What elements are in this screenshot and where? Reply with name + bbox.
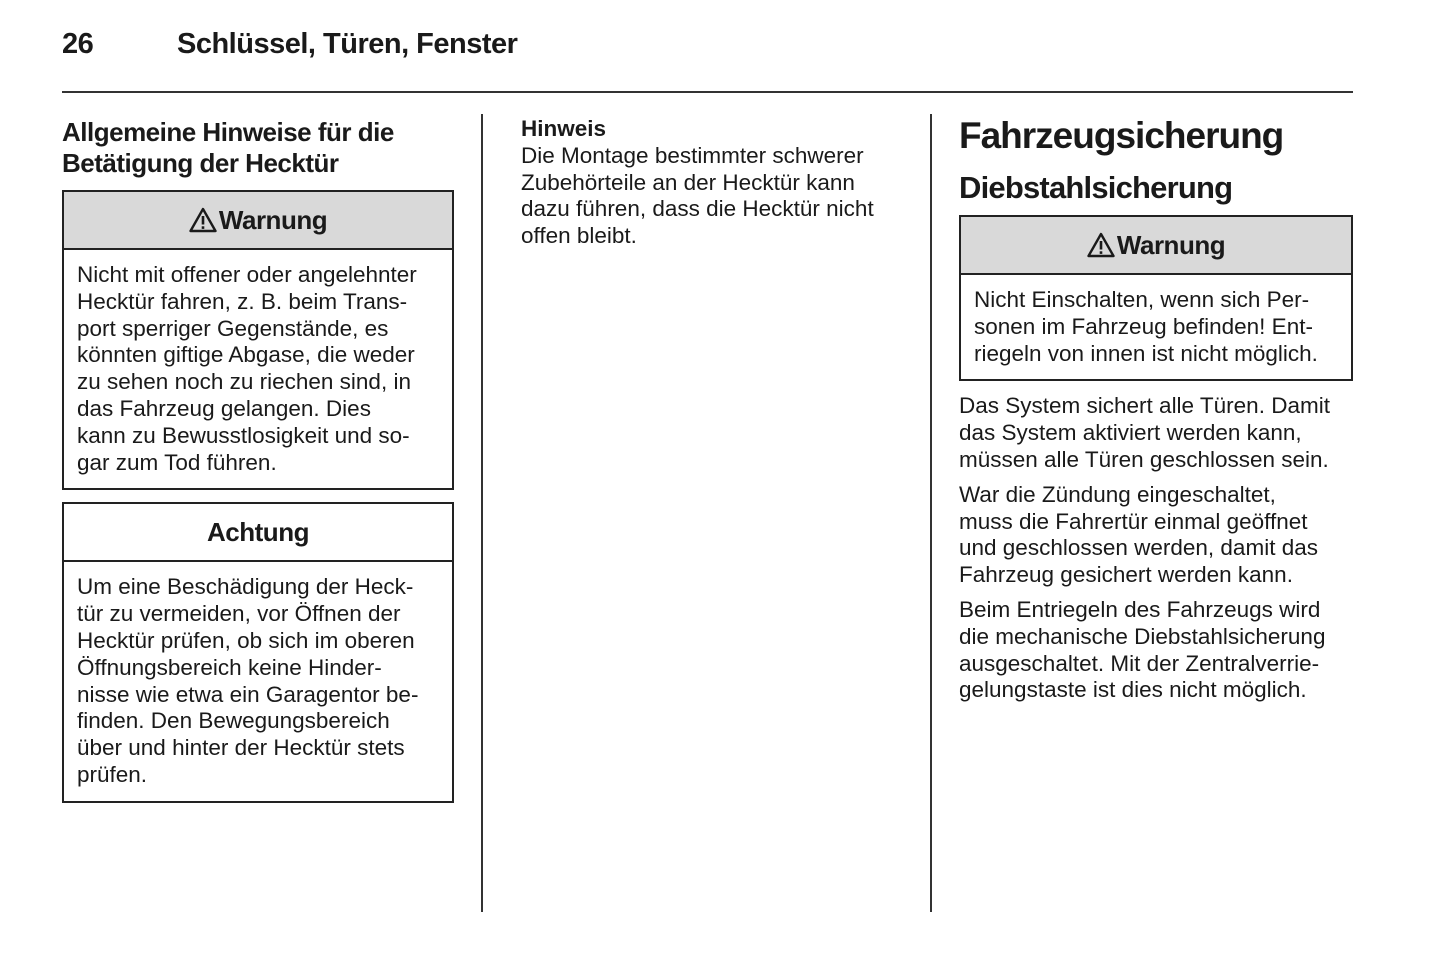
text-line: ausgeschaltet. Mit der Zentralverrie- xyxy=(959,650,1320,676)
warning-box-body xyxy=(961,275,1351,379)
text-line: Die Montage bestimmter schwerer xyxy=(521,142,864,168)
text-line: tür zu vermeiden, vor Öffnen der xyxy=(77,601,401,627)
text-line: das Fahrzeug gelangen. Dies xyxy=(77,395,371,421)
text-line: gar zum Tod führen. xyxy=(77,449,277,475)
text-line: port sperriger Gegenstände, es xyxy=(77,315,389,341)
heading-line: Betätigung der Hecktür xyxy=(62,148,339,178)
column-3 xyxy=(959,114,1353,712)
text-line: Um eine Beschädigung der Heck- xyxy=(77,574,414,600)
warning-box-body xyxy=(64,250,452,488)
text-line: muss die Fahrertür einmal geöffnet xyxy=(959,508,1308,534)
text-line: War die Zündung eingeschaltet, xyxy=(959,481,1276,507)
text-line: das System aktiviert werden kann, xyxy=(959,420,1302,446)
subsection-title: Diebstahlsicherung xyxy=(959,170,1233,205)
text-line: prüfen. xyxy=(77,761,148,787)
text-line: nisse wie etwa ein Garagentor be- xyxy=(77,681,419,707)
section-title: Fahrzeugsicherung xyxy=(959,115,1284,156)
text-line: über und hinter der Hecktür stets xyxy=(77,735,405,761)
text-line: müssen alle Türen geschlossen sein. xyxy=(959,446,1329,472)
caution-title: Achtung xyxy=(207,516,309,547)
note-text xyxy=(521,143,911,250)
text-line: könnten giftige Abgase, die weder xyxy=(77,342,415,368)
text-line: riegeln von innen ist nicht möglich. xyxy=(974,340,1318,366)
warning-triangle-icon xyxy=(189,207,217,233)
warning-box-header xyxy=(961,217,1351,275)
warning-title: Warnung xyxy=(218,204,328,235)
text-line: Hecktür prüfen, ob sich im oberen xyxy=(77,627,415,653)
paragraph xyxy=(959,482,1353,589)
column-divider-1 xyxy=(481,114,483,912)
text-line: Zubehörteile an der Hecktür kann xyxy=(521,169,855,195)
caution-box xyxy=(62,502,454,802)
text-line: Beim Entriegeln des Fahrzeugs wird xyxy=(959,596,1321,622)
text-line: die mechanische Diebstahlsicherung xyxy=(959,623,1326,649)
chapter-title: Schlüssel, Türen, Fenster xyxy=(177,28,518,60)
text-line: Fahrzeug gesichert werden kann. xyxy=(959,562,1293,588)
column-divider-2 xyxy=(930,114,932,912)
text-line: gelungstaste ist dies nicht möglich. xyxy=(959,677,1307,703)
text-line: kann zu Bewusstlosigkeit und so- xyxy=(77,422,410,448)
text-line: Das System sichert alle Türen. Damit xyxy=(959,393,1330,419)
header-divider xyxy=(62,91,1353,93)
warning-box-hecktuer xyxy=(62,190,454,490)
page-number: 26 xyxy=(62,28,94,60)
caution-box-body xyxy=(64,562,452,800)
paragraph xyxy=(959,597,1353,704)
text-line: offen bleibt. xyxy=(521,223,637,249)
heading-line: Allgemeine Hinweise für die xyxy=(62,117,394,147)
text-line: Nicht Einschalten, wenn sich Per- xyxy=(974,287,1310,312)
warning-box-header xyxy=(64,192,452,250)
column-1 xyxy=(62,114,454,815)
warning-title: Warnung xyxy=(1116,229,1226,260)
text-line: zu sehen noch zu riechen sind, in xyxy=(77,369,411,395)
text-line: finden. Den Bewegungsbereich xyxy=(77,708,390,734)
text-line: und geschlossen werden, damit das xyxy=(959,535,1318,561)
text-line: Nicht mit offener oder angelehnter xyxy=(77,262,417,287)
caution-box-header xyxy=(64,504,452,562)
column-2 xyxy=(521,114,911,258)
text-line: Hecktür fahren, z. B. beim Trans- xyxy=(77,288,408,314)
warning-triangle-icon xyxy=(1087,232,1115,258)
warning-box-diebstahl xyxy=(959,215,1353,381)
text-line: Öffnungsbereich keine Hinder- xyxy=(77,654,382,680)
section-heading-hecktuer xyxy=(62,117,454,179)
text-line: sonen im Fahrzeug befinden! Ent- xyxy=(974,313,1313,339)
text-line: dazu führen, dass die Hecktür nicht xyxy=(521,196,874,222)
paragraph xyxy=(959,393,1353,473)
note-title: Hinweis xyxy=(521,116,607,141)
